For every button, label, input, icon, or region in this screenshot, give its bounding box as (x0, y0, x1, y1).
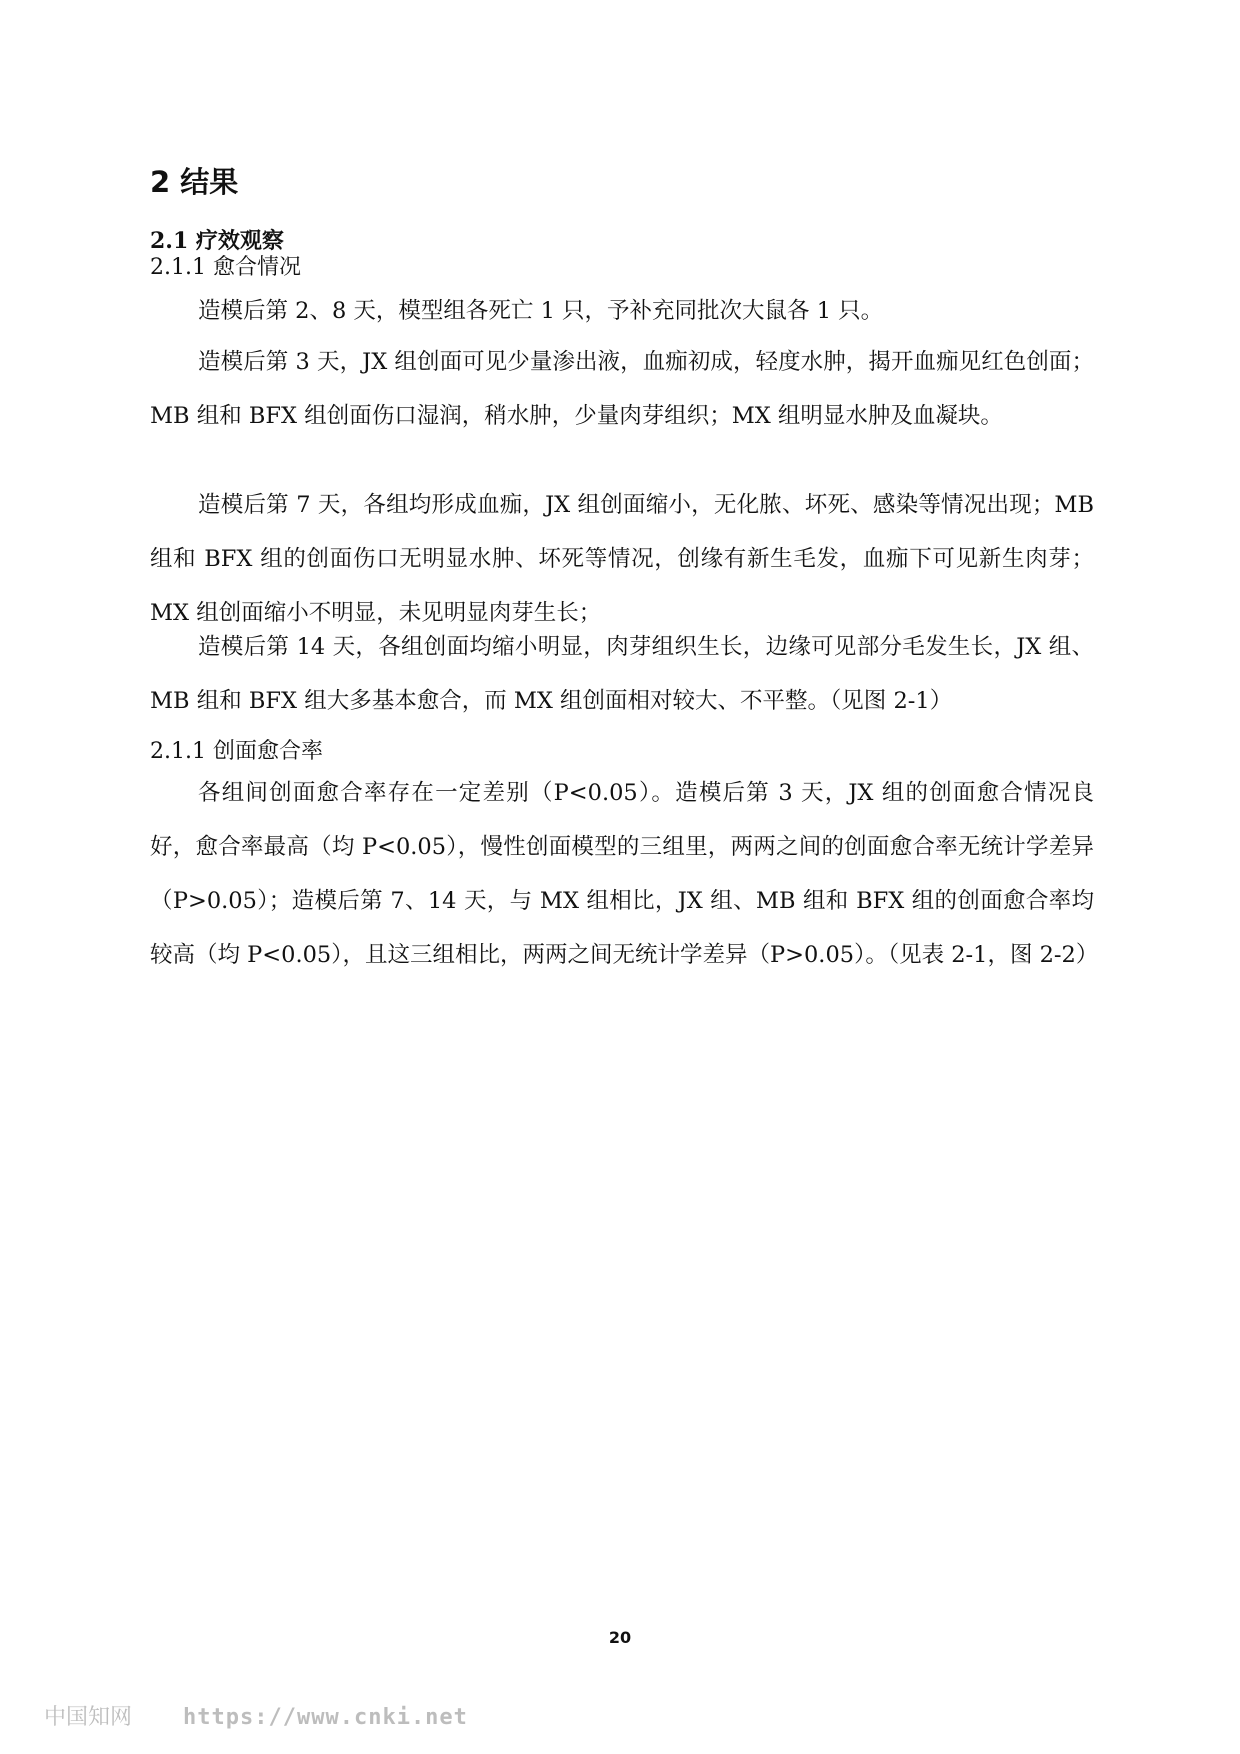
watermark-url: https://www.cnki.net (183, 1705, 468, 1730)
subsubsection-heading-healing-rate: 2.1.1 创面愈合率 (150, 739, 323, 764)
paragraph: 造模后第 14 天，各组创面均缩小明显，肉芽组织生长，边缘可见部分毛发生长，JX 组、MB 组和 BFX 组大多基本愈合，而 MX 组创面相对较大、不平整。（见图 2-1） (150, 634, 1094, 714)
watermark-name: 中国知网 (44, 1705, 133, 1730)
watermark (44, 1700, 468, 1731)
subsection-heading: 2.1 疗效观察 (150, 228, 284, 254)
paragraph: 造模后第 2、8 天，模型组各死亡 1 只，予补充同批次大鼠各 1 只。 (198, 298, 884, 324)
subsubsection-heading-healing: 2.1.1 愈合情况 (150, 255, 301, 280)
paragraph: 造模后第 7 天，各组均形成血痂，JX 组创面缩小，无化脓、坏死、感染等情况出现；MB 组和 BFX 组的创面伤口无明显水肿、坏死等情况，创缘有新生毛发，血痂下可见新生肉芽；MX 组创面缩小不明显，未见明显肉芽生长； (150, 492, 1094, 626)
page-number: 20 (608, 1628, 632, 1647)
paragraph: 各组间创面愈合率存在一定差别（P<0.05）。造模后第 3 天，JX 组的创面愈合情况良好，愈合率最高（均 P<0.05），慢性创面模型的三组里，两两之间的创面愈合率无统计学差异（P>0.05）；造模后第 7、14 天，与 MX 组相比，JX 组、MB 组和 BFX 组的创面愈合率均较高（均 P<0.05），且这三组相比，两两之间无统计学差异（P>0.05）。（见表 2-1，图 2-2） (150, 780, 1099, 968)
section-heading: 2 结果 (150, 165, 239, 199)
paragraph: 造模后第 3 天，JX 组创面可见少量渗出液，血痂初成，轻度水肿，揭开血痂见红色创面；MB 组和 BFX 组创面伤口湿润，稍水肿，少量肉芽组织；MX 组明显水肿及血凝块。 (150, 349, 1094, 429)
